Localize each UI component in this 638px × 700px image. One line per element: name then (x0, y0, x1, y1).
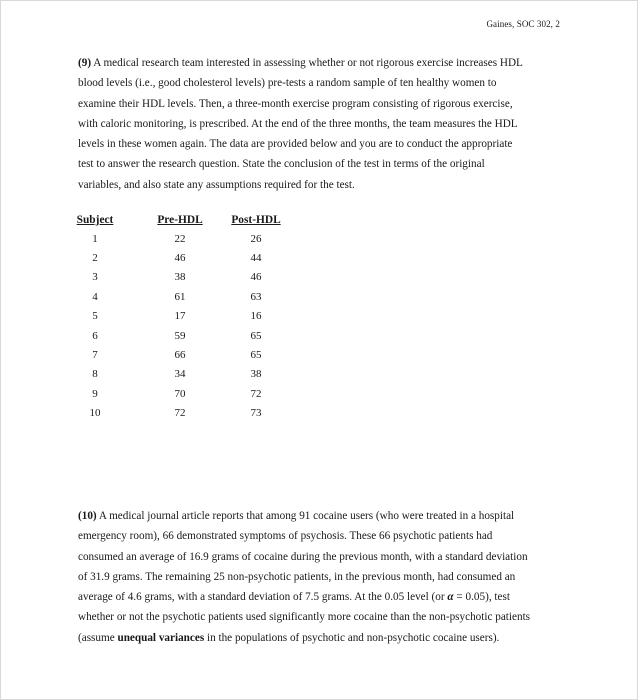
cell-subject: 1 (92, 232, 98, 245)
problem-10-line-5b: = 0.05), test (453, 591, 510, 604)
cell-pre-hdl: 17 (174, 310, 186, 323)
header-post-hdl: Post-HDL (231, 213, 281, 226)
cell-subject: 7 (92, 349, 98, 362)
alpha-symbol: α (447, 591, 454, 604)
cell-post-hdl: 72 (250, 387, 262, 400)
cell-post-hdl: 73 (250, 407, 262, 420)
cell-pre-hdl: 38 (174, 271, 186, 284)
table-row (74, 384, 284, 403)
page-header: Gaines, SOC 302, 2 (486, 19, 560, 29)
problem-9-number: (9) (78, 57, 92, 69)
table-row (74, 268, 284, 287)
problem-9-text: A medical research team interested in assessing whether or not rigorous exercise increases HDL (91, 57, 523, 69)
cell-post-hdl: 26 (250, 232, 262, 245)
problem-9 (78, 53, 556, 195)
problem-9-line-2: blood levels (i.e., good cholesterol levels) pre-tests a random sample of ten healthy women to (78, 77, 497, 90)
problem-10-line-5 (78, 587, 556, 607)
table-row (74, 365, 284, 384)
problem-10-line-6: whether or not the psychotic patients used significantly more cocaine than the non-psychotic patients (78, 611, 531, 624)
problem-9-line-4: with caloric monitoring, is prescribed. At the end of the three months, the team measures the HDL (78, 117, 518, 130)
table-row (74, 248, 284, 267)
cell-subject: 3 (92, 271, 98, 284)
problem-10-line-7a: (assume (78, 631, 118, 644)
table-row (74, 326, 284, 345)
problem-9-line-3: examine their HDL levels. Then, a three-month exercise program consisting of rigorous exercise, (78, 97, 513, 110)
cell-pre-hdl: 70 (174, 387, 186, 400)
table-row (74, 307, 284, 326)
header-subject: Subject (76, 213, 114, 226)
problem-9-line-6: test to answer the research question. State the conclusion of the test in terms of the original (78, 158, 485, 171)
table-body (74, 229, 284, 423)
cell-post-hdl: 38 (250, 368, 262, 381)
table-row (74, 229, 284, 248)
unequal-variances-emphasis: unequal variances (117, 631, 205, 644)
cell-pre-hdl: 34 (174, 368, 186, 381)
problem-10-line-4: of 31.9 grams. The remaining 25 non-psychotic patients, in the previous month, had consumed an (78, 570, 516, 583)
problem-9-line-5: levels in these women again. The data are provided below and you are to conduct the appropriate (78, 138, 513, 151)
cell-subject: 9 (92, 387, 98, 400)
problem-10-line-3: consumed an average of 16.9 grams of cocaine during the previous month, with a standard deviation (78, 550, 528, 563)
cell-subject: 10 (89, 407, 101, 420)
table-row (74, 287, 284, 306)
cell-pre-hdl: 72 (174, 407, 186, 420)
cell-subject: 5 (92, 310, 98, 323)
table-header-row (74, 210, 284, 229)
header-pre-hdl: Pre-HDL (157, 213, 203, 226)
problem-9-line-7: variables, and also state any assumptions required for the test. (78, 178, 355, 191)
cell-post-hdl: 16 (250, 310, 262, 323)
cell-post-hdl: 65 (250, 349, 262, 362)
cell-subject: 6 (92, 329, 98, 342)
cell-pre-hdl: 59 (174, 329, 186, 342)
cell-pre-hdl: 66 (174, 349, 186, 362)
cell-pre-hdl: 46 (174, 252, 186, 265)
problem-10-line-7 (78, 628, 556, 648)
problem-9-line-1 (78, 53, 556, 73)
cell-subject: 8 (92, 368, 98, 381)
problem-10-text: A medical journal article reports that among 91 cocaine users (who were treated in a hospital (96, 510, 515, 522)
problem-10-line-5a: average of 4.6 grams, with a standard deviation of 7.5 grams. At the 0.05 level (or (78, 591, 448, 604)
hdl-data-table (74, 210, 284, 423)
problem-10-line-2: emergency room), 66 demonstrated symptoms of psychosis. These 66 psychotic patients had (78, 530, 493, 543)
table-row (74, 345, 284, 364)
cell-subject: 2 (92, 252, 98, 265)
table-row (74, 404, 284, 423)
cell-post-hdl: 46 (250, 271, 262, 284)
cell-post-hdl: 65 (250, 329, 262, 342)
cell-post-hdl: 63 (250, 290, 262, 303)
problem-10-line-7b: in the populations of psychotic and non-psychotic cocaine users). (204, 631, 500, 644)
problem-10 (78, 506, 556, 648)
problem-10-number: (10) (78, 510, 97, 522)
problem-10-line-1 (78, 506, 556, 526)
cell-pre-hdl: 22 (174, 232, 186, 245)
cell-subject: 4 (92, 290, 98, 303)
cell-pre-hdl: 61 (174, 290, 186, 303)
cell-post-hdl: 44 (250, 252, 262, 265)
